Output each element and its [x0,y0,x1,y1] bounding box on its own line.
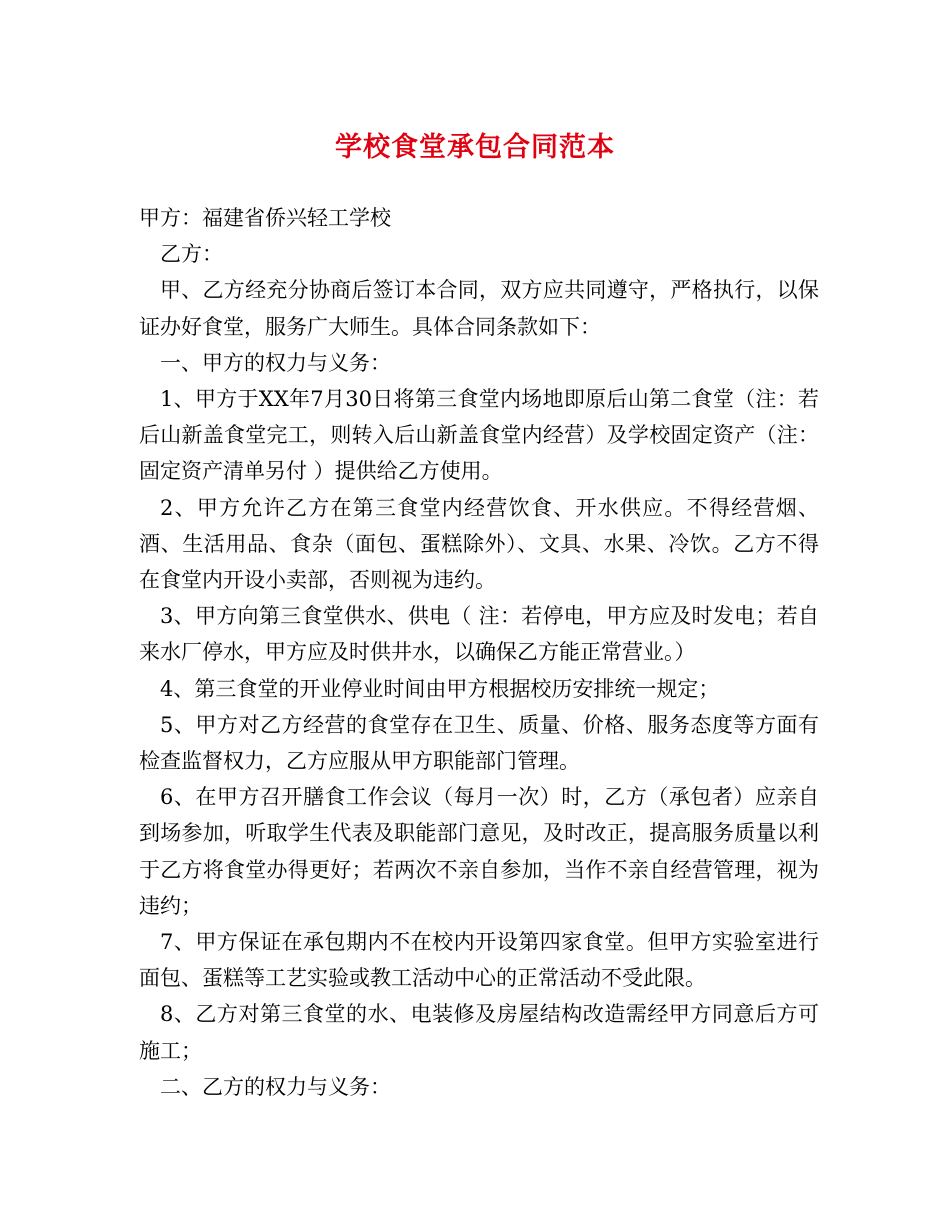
section-heading-party-b: 二、乙方的权力与义务： [160,1074,391,1099]
section-heading-party-a: 一、甲方的权力与义务： [160,350,391,375]
clause-4: 4、第三食堂的开业停业时间由甲方根据校历安排统一规定； [160,676,720,701]
clause-7: 7、甲方保证在承包期内不在校内开设第四家食堂。但甲方实验室进行面包、蛋糕等工艺实验或教工活动中心的正常活动不受此限。 [139,930,819,991]
clause-3: 3、甲方向第三食堂供水、供电（ 注：若停电，甲方应及时发电；若自来水厂停水，甲方应及时供井水，以确保乙方能正常营业。） [139,604,819,665]
clause-1: 1、甲方于XX年7月30日将第三食堂内场地即原后山第二食堂（注：若后山新盖食堂完工，则转入后山新盖食堂内经营）及学校固定资产（注：固定资产清单另付 ）提供给乙方使用。 [139,387,819,484]
document-title: 学校食堂承包合同范本 [335,132,615,163]
clause-2: 2、甲方允许乙方在第三食堂内经营饮食、开水供应。不得经营烟、酒、生活用品、食杂（面包、蛋糕除外）、文具、水果、冷饮。乙方不得在食堂内开设小卖部，否则视为违约。 [139,495,819,593]
clause-6: 6、在甲方召开膳食工作会议（每月一次）时，乙方（承包者）应亲自到场参加，听取学生代表及职能部门意见，及时改正，提高服务质量以利于乙方将食堂办得更好；若两次不亲自参加，当作不亲自经营管理，视为违约； [139,785,819,918]
party-a-line: 甲方：福建省侨兴轻工学校 [139,206,391,230]
clause-8: 8、乙方对第三食堂的水、电装修及房屋结构改造需经甲方同意后方可施工； [139,1002,819,1063]
preamble-paragraph: 甲、乙方经充分协商后签订本合同，双方应共同遵守，严格执行，以保证办好食堂，服务广大师生。具体合同条款如下： [139,278,819,339]
party-b-line: 乙方： [160,242,223,267]
clause-5: 5、甲方对乙方经营的食堂存在卫生、质量、价格、服务态度等方面有检查监督权力，乙方应服从甲方职能部门管理。 [139,712,819,774]
document-body [139,200,819,1105]
